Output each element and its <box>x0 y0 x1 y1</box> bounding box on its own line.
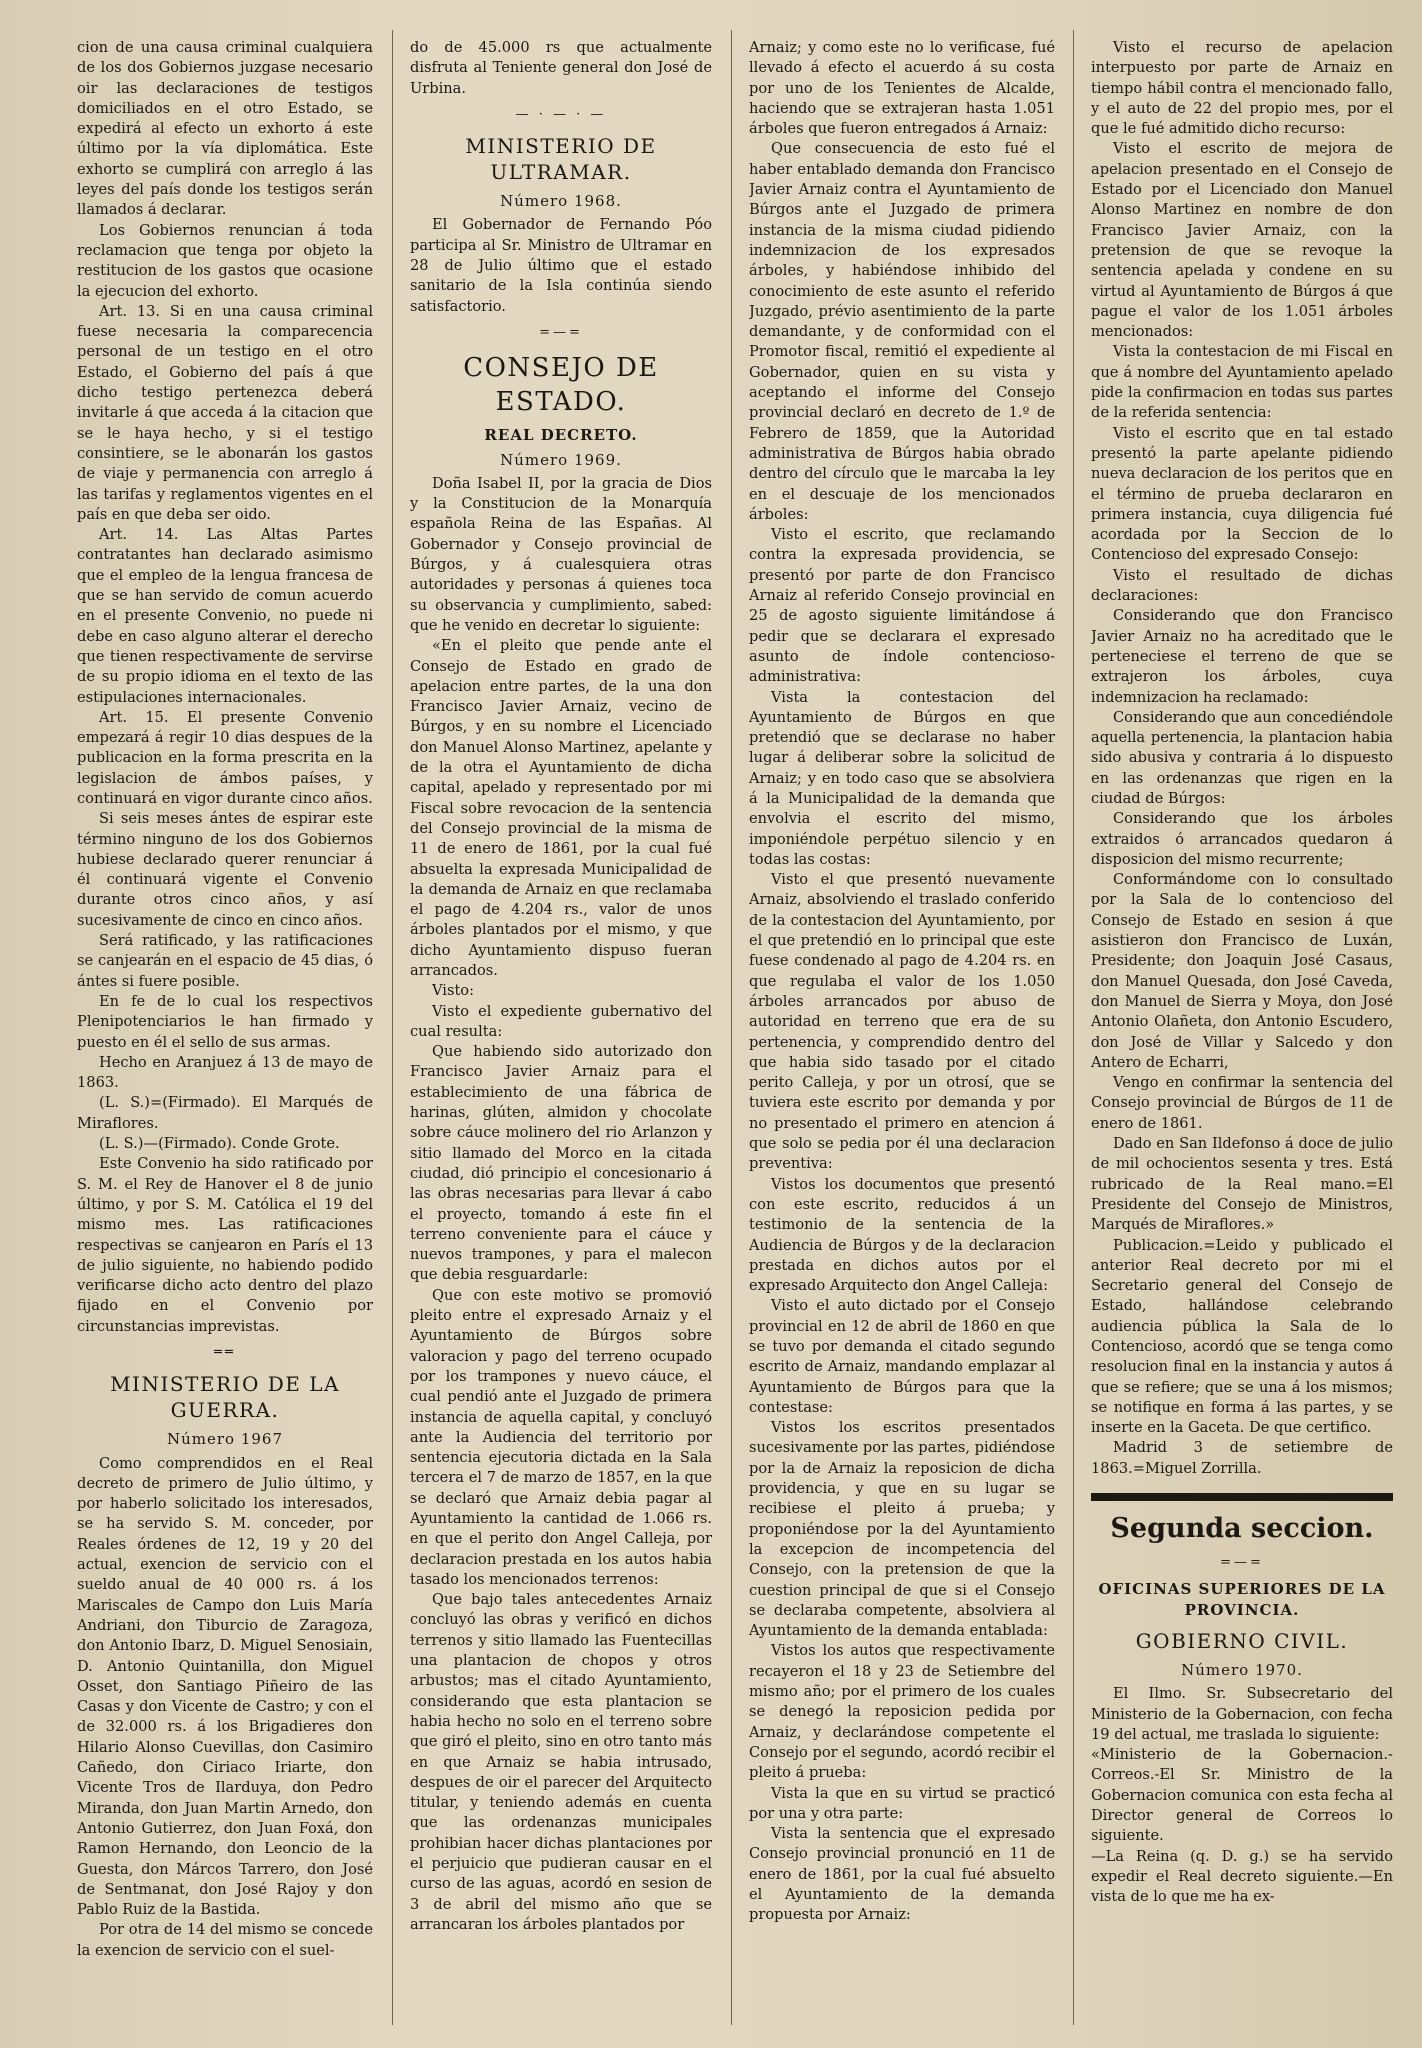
column-rule <box>392 30 393 2025</box>
paragraph: Visto: <box>432 982 475 1000</box>
section-separator: =—= <box>1220 1555 1264 1571</box>
paragraph: cion de una causa criminal cualquiera de los dos Gobiernos juzgase necesario oir las declaraciones de testigos domiciliados en el otro Estado, se expedirá al efecto un exhorto á este último por la vía diplomática. Este exhorto se cumplirá con arreglo á las leyes del país donde los testigos serán llamados á declarar. <box>77 39 373 219</box>
section-heading-consejo: CONSEJO DE ESTADO. <box>463 353 659 418</box>
paragraph: Los Gobiernos renuncian á toda reclamacion que tenga por objeto la restitucion de los gastos que ocasione la ejecucion del exhorto. <box>77 221 373 300</box>
column-1 <box>77 38 373 2033</box>
paragraph: «Ministerio de la Gobernacion.-Correos.-El Sr. Ministro de la Gobernacion comunica con esta fecha al Director general de Correos lo siguiente. <box>1091 1746 1393 1845</box>
paragraph: Considerando que don Francisco Javier Arnaiz no ha acreditado que le perteneciese el terreno de que se extrajeron los árboles, cuya indemnizacion ha reclamado: <box>1091 607 1393 706</box>
column-2 <box>410 38 712 2033</box>
paragraph: Considerando que los árboles extraidos ó arrancados quedaron á disposicion del mismo recurrente; <box>1091 810 1393 868</box>
paragraph: do de 45.000 rs que actualmente disfruta al Teniente general don José de Urbina. <box>410 39 712 97</box>
section-heading-gobierno-civil: GOBIERNO CIVIL. <box>1135 1628 1349 1653</box>
signature-line: (L. S.)=(Firmado). El Marqués de Miraflores. <box>77 1094 373 1132</box>
paragraph: Que habiendo sido autorizado don Francisco Javier Arnaiz para el establecimiento de una fábrica de harinas, glúten, almidon y chocolate sobre cáuce molinero del rio Arlanzon y sitio llamado del Morco en la citada ciudad, dió principio el concesionario á las obras necesarias para llevar á cabo el proyecto, tomando á este fin el terreno conveniente para el cáuce y nuevos trampones, y para el malecon que debia resguardarle: <box>410 1043 712 1284</box>
paragraph: Visto el expediente gubernativo del cual resulta: <box>410 1002 712 1040</box>
paragraph: Vista la sentencia que el expresado Consejo provincial pronunció en 11 de enero de 1861, por la cual fué absuelto el Ayuntamiento de la demanda propuesta por Arnaiz: <box>749 1825 1055 1924</box>
paragraph: El Gobernador de Fernando Póo participa al Sr. Ministro de Ultramar en 28 de Julio último que el estado sanitario de la Isla continúa siendo satisfactorio. <box>410 216 712 315</box>
paragraph: En fe de lo cual los respectivos Plenipotenciarios le han firmado y puesto en él el sello de sus armas. <box>77 992 373 1051</box>
paragraph: Vista la que en su virtud se practicó por una y otra parte: <box>749 1784 1055 1822</box>
section-heading-ultramar: MINISTERIO DE ULTRAMAR. <box>465 134 657 185</box>
paragraph: Considerando que aun concediéndole aquella pertenencia, la plantacion habia sido abusiva y contraria á lo dispuesto en las ordenanzas que rigen en la ciudad de Búrgos: <box>1091 708 1393 807</box>
column-rule <box>1073 30 1074 2025</box>
paragraph: Vengo en confirmar la sentencia del Consejo provincial de Búrgos de 11 de enero de 1861. <box>1091 1074 1393 1132</box>
item-number: Número 1970. <box>1181 1660 1303 1679</box>
paragraph: El Ilmo. Sr. Subsecretario del Ministerio de la Gobernacion, con fecha 19 del actual, me traslada lo siguiente: <box>1091 1685 1393 1743</box>
paragraph: Si seis meses ántes de espirar este término ninguno de los dos Gobiernos hubiese declarado querer renunciar á él continuará vigente el Convenio durante otros cinco años, y así sucesivamente de cinco en cinco años. <box>77 810 373 929</box>
section-separator: — · — · — <box>515 106 607 122</box>
column-rule <box>731 30 732 2025</box>
paragraph: Visto el escrito que en tal estado presentó la parte apelante pidiendo nueva declaracion de los peritos que en el término de prueba declararon en primera instancia, cuya diligencia fué acordada por la Seccion de lo Contencioso del expresado Consejo: <box>1091 424 1393 564</box>
paragraph: Vistos los escritos presentados sucesivamente por las partes, pidiéndose por la de Arnaiz la reposicion de dicha providencia, y que en su lugar se recibiese el pleito á prueba; y proponiéndose por la del Ayuntamiento la excepcion de incompetencia del Consejo, con la pretension de que la cuestion principal de que si el Consejo se declaraba competente, absolviera al Ayuntamiento de la demanda entablada: <box>749 1419 1055 1640</box>
paragraph: Visto el auto dictado por el Consejo provincial en 12 de abril de 1860 en que se tuvo por demanda el citado segundo escrito de Arnaiz, mandando emplazar al Ayuntamiento de Búrgos para que la contestase: <box>749 1297 1055 1416</box>
paragraph: Como comprendidos en el Real decreto de primero de Julio último, y por haberlo solicitado los interesados, se ha servido S. M. conceder, por Reales órdenes de 12, 19 y 20 del actual, exencion de servicio con el sueldo anual de 40 000 rs. á los Mariscales de Campo don Luis María Andriani, don Tiburcio de Zaragoza, don Antonio Ibarz, D. Miguel Senosiain, D. Antonio Quintanilla, don Miguel Osset, don Santiago Piñeiro de las Casas y don Vicente de Castro; y con el de 32.000 rs. á los Brigadieres don Hilario Alonso Cuevillas, don Casimiro Cañedo, don Ciriaco Iriarte, don Vicente Tros de Ilarduya, don Pedro Miranda, don Juan Martin Arnedo, don Antonio Gutierrez, don Juan Foxá, don Ramon Hernando, don Leoncio de la Guesta, don Márcos Tarrero, don José de Sentmanat, don José Rajoy y don Pablo Ruiz de la Bastida. <box>77 1454 373 1919</box>
section-heading-segunda: Segunda seccion. <box>1110 1513 1374 1545</box>
section-separator: ══ <box>214 1345 236 1360</box>
article-13: Art. 13. Si en una causa criminal fuese necesaria la comparecencia personal de un testigo en el otro Estado, el Gobierno del país á que dicho testigo pertenezca deberá invitarle á que acceda á la citacion que se le haya hecho, y si el testigo consintiere, se le abonarán los gastos de viaje y permanencia con arreglo á las tarifas y reglamentos vigentes en el país en que deba ser oido. <box>77 302 373 523</box>
paragraph: Visto el escrito de mejora de apelacion presentado en el Consejo de Estado por el Licenciado don Manuel Alonso Martinez en nombre de don Francisco Javier Arnaiz, con la pretension de que se revoque la sentencia apelada y condene en su virtud al Ayuntamiento de Búrgos á que pague el valor de los 1.051 árboles mencionados: <box>1091 140 1393 341</box>
section-heading-guerra: MINISTERIO DE LA GUERRA. <box>110 1372 340 1423</box>
item-number: Número 1967 <box>166 1430 284 1449</box>
paragraph: Por otra de 14 del mismo se concede la exencion de servicio con el suel- <box>77 1921 373 1959</box>
item-number: Número 1968. <box>500 192 622 211</box>
date-signature-line: Madrid 3 de setiembre de 1863.=Miguel Zorrilla. <box>1091 1439 1393 1477</box>
subheading-real-decreto: REAL DECRETO. <box>484 426 638 445</box>
item-number: Número 1969. <box>500 450 622 469</box>
paragraph: Visto el escrito, que reclamando contra la expresada providencia, se presentó por parte de don Francisco Arnaiz al referido Consejo provincial en 25 de agosto siguiente limitándose á pedir que se declarara el expresado asunto de índole contencioso-administrativa: <box>749 526 1055 686</box>
paragraph: Vista la contestacion de mi Fiscal en que á nombre del Ayuntamiento apelado pide la confirmacion en todas sus partes de la referida sentencia: <box>1091 343 1393 422</box>
date-line: Hecho en Aranjuez á 13 de mayo de 1863. <box>77 1053 373 1092</box>
paragraph: —La Reina (q. D. g.) se ha servido expedir el Real decreto siguiente.—En vista de lo que me ha ex- <box>1091 1847 1393 1906</box>
subheading-oficinas: OFICINAS SUPERIORES DE LA PROVINCIA. <box>1098 1580 1386 1619</box>
paragraph: Visto el recurso de apelacion interpuesto por parte de Arnaiz en tiempo hábil contra el mencionado fallo, y el auto de 22 del propio mes, por el que le fué admitido dicho recurso: <box>1091 39 1393 138</box>
column-3 <box>749 38 1055 2033</box>
paragraph: Publicacion.=Leido y publicado el anterior Real decreto por mi el Secretario general del Consejo de Estado, hallándose celebrando audiencia pública la Sala de lo Contencioso, acordó que se tenga como resolucion final en la instancia y autos á que se refiere; que se una á los mismos; se notifique en forma á las partes, y se inserte en la Gaceta. De que certifico. <box>1091 1236 1393 1437</box>
paragraph: Que bajo tales antecedentes Arnaiz concluyó las obras y verificó en dichos terrenos y sitio llamado las Fuentecillas una plantacion de chopos y otros arbustos; mas el citado Ayuntamiento, considerando que esta plantacion se habia hecho no solo en el terreno sobre que giró el pleito, sino en otro tanto más en que Arnaiz se habia intrusado, despues de oir el parecer del Arquitecto titular, y teniendo además en cuenta que las ordenanzas municipales prohibian hacer dichas plantaciones por el perjuicio que pudieran causar en el curso de las aguas, acordó en sesion de 3 de abril del mismo año que se arrancaran los árboles plantados por <box>410 1591 712 1933</box>
paragraph: Visto el resultado de dichas declaraciones: <box>1091 566 1393 605</box>
paragraph: Doña Isabel II, por la gracia de Dios y la Constitucion de la Monarquía española Reina de las Españas. Al Gobernador y Consejo provincial de Búrgos, y á cualesquiera otras autoridades y personas á quienes toca su observancia y cumplimiento, sabed: que he venido en decretar lo siguiente: <box>410 474 712 634</box>
paragraph: Será ratificado, y las ratificaciones se canjearán en el espacio de 45 dias, ó ántes si fuere posible. <box>77 932 373 990</box>
paragraph: Vistos los documentos que presentó con este escrito, reducidos á un testimonio de la sentencia de la Audiencia de Búrgos y de la declaracion prestada en dichos autos por el expresado Arquitecto don Angel Calleja: <box>749 1175 1055 1295</box>
article-15: Art. 15. El presente Convenio empezará á regir 10 dias despues de la publicacion en la forma prescrita en la legislacion de ámbos países, y continuará en vigor durante cinco años. <box>77 708 373 807</box>
paragraph: Que consecuencia de esto fué el haber entablado demanda don Francisco Javier Arnaiz contra el Ayuntamiento de Búrgos ante el Juzgado de primera instancia de la misma ciudad pidiendo indemnizacion de los expresados árboles, y habiéndose inhibido del conocimiento de este asunto el referido Juzgado, prévio asentimiento de la parte demandante, y de conformidad con el Promotor fiscal, remitió el expediente al Gobernador, quien en su vista y aceptando el informe del Consejo provincial declaró en decreto de 1.º de Febrero de 1859, que la Autoridad administrativa de Búrgos habia obrado dentro del círculo que le marcaba la ley en el descuaje de los mencionados árboles: <box>749 140 1055 523</box>
section-separator: =—= <box>539 324 583 340</box>
paragraph: Arnaiz; y como este no lo verificase, fué llevado á efecto el acuerdo á su costa por uno de los Tenientes de Alcalde, haciendo que se extrajeran hasta 1.051 árboles que fueron entregados á Arnaiz: <box>749 39 1055 138</box>
article-14: Art. 14. Las Altas Partes contratantes han declarado asimismo que el empleo de la lengua francesa de que se han servido de comun acuerdo en el presente Convenio, no puede ni debe en caso alguno alterar el derecho que tienen respectivamente de servirse de su propio idioma en el texto de las estipulaciones internacionales. <box>77 526 373 706</box>
paragraph: Que con este motivo se promovió pleito entre el expresado Arnaiz y el Ayuntamiento de Búrgos sobre valoracion y pago del terreno ocupado por los trampones y nuevo cáuce, el cual pendió ante el Juzgado de primera instancia de aquella capital, y concluyó ante la Audiencia del territorio por sentencia ejecutoria dictada en la Sala tercera el 7 de marzo de 1857, en la que se declaró que Arnaiz debia pagar al Ayuntamiento la cantidad de 1.066 rs. en que el perito don Angel Calleja, por declaracion prestada en los autos habia tasado los mencionados terrenos: <box>410 1286 712 1588</box>
paragraph: Visto el que presentó nuevamente Arnaiz, absolviendo el traslado conferido de la contestacion del Ayuntamiento, por el que pretendió en lo principal que este fuese condenado al pago de 4.204 rs. en que regulaba el valor de los 1.050 árboles arrancados por abuso de autoridad en terreno que era de su pertenencia, y comprendido dentro del que habia sido tasado por el citado perito Calleja, y por un otrosí, que se tuviera este escrito por demanda y por no presentado el primero en atencion á que solo se pedia por él una declaracion preventiva: <box>749 871 1055 1173</box>
paragraph: «En el pleito que pende ante el Consejo de Estado en grado de apelacion entre partes, de la una don Francisco Javier Arnaiz, vecino de Búrgos, y en su nombre el Licenciado don Manuel Alonso Martinez, apelante y de la otra el Ayuntamiento de dicha capital, apelado y representado por mi Fiscal sobre revocacion de la sentencia del Consejo provincial de la misma de 11 de enero de 1861, por la cual fué absuelta la expresada Municipalidad de la demanda de Arnaiz en que reclamaba el pago de 4.204 rs., valor de unos árboles plantados por el mismo, y que dicho Ayuntamiento dispuso fueran arrancados. <box>410 637 712 979</box>
paragraph: Vista la contestacion del Ayuntamiento de Búrgos en que pretendió que se declarase no haber lugar á deliberar sobre la solicitud de Arnaiz; y en todo caso que se absolviera á la Municipalidad de la demanda que envolvia el escrito del mismo, imponiéndole perpétuo silencio y en todas las costas: <box>749 688 1055 868</box>
paragraph: Vistos los autos que respectivamente recayeron el 18 y 23 de Setiembre del mismo año; por el primero de los cuales se denegó la reposicion pedida por Arnaiz, y declarándose competente el Consejo por el segundo, acordó recibir el pleito á prueba: <box>749 1642 1055 1782</box>
signature-line: (L. S.)—(Firmado). Conde Grote. <box>99 1135 340 1153</box>
paragraph: Este Convenio ha sido ratificado por S. M. el Rey de Hanover el 8 de junio último, y por S. M. Católica el 19 del mismo mes. Las ratificaciones respectivas se canjearon en París el 13 de julio siguiente, no habiendo podido verificarse dicho acto dentro del plazo fijado en el Convenio por circunstancias imprevistas. <box>77 1155 373 1335</box>
paragraph: Dado en San Ildefonso á doce de julio de mil ochocientos sesenta y tres. Está rubricado de la Real mano.=El Presidente del Consejo de Ministros, Marqués de Miraflores.» <box>1091 1135 1393 1234</box>
paragraph: Conformándome con lo consultado por la Sala de lo contencioso del Consejo de Estado en sesion á que asistieron don Francisco de Luxán, Presidente; don Joaquin José Casaus, don Manuel Quesada, don José Caveda, don Manuel de Sierra y Moya, don José Antonio Olañeta, don Antonio Escudero, don José de Villar y Salcedo y don Antero de Echarri, <box>1091 871 1393 1071</box>
column-4 <box>1091 38 1393 2033</box>
heavy-rule <box>1091 1493 1393 1501</box>
